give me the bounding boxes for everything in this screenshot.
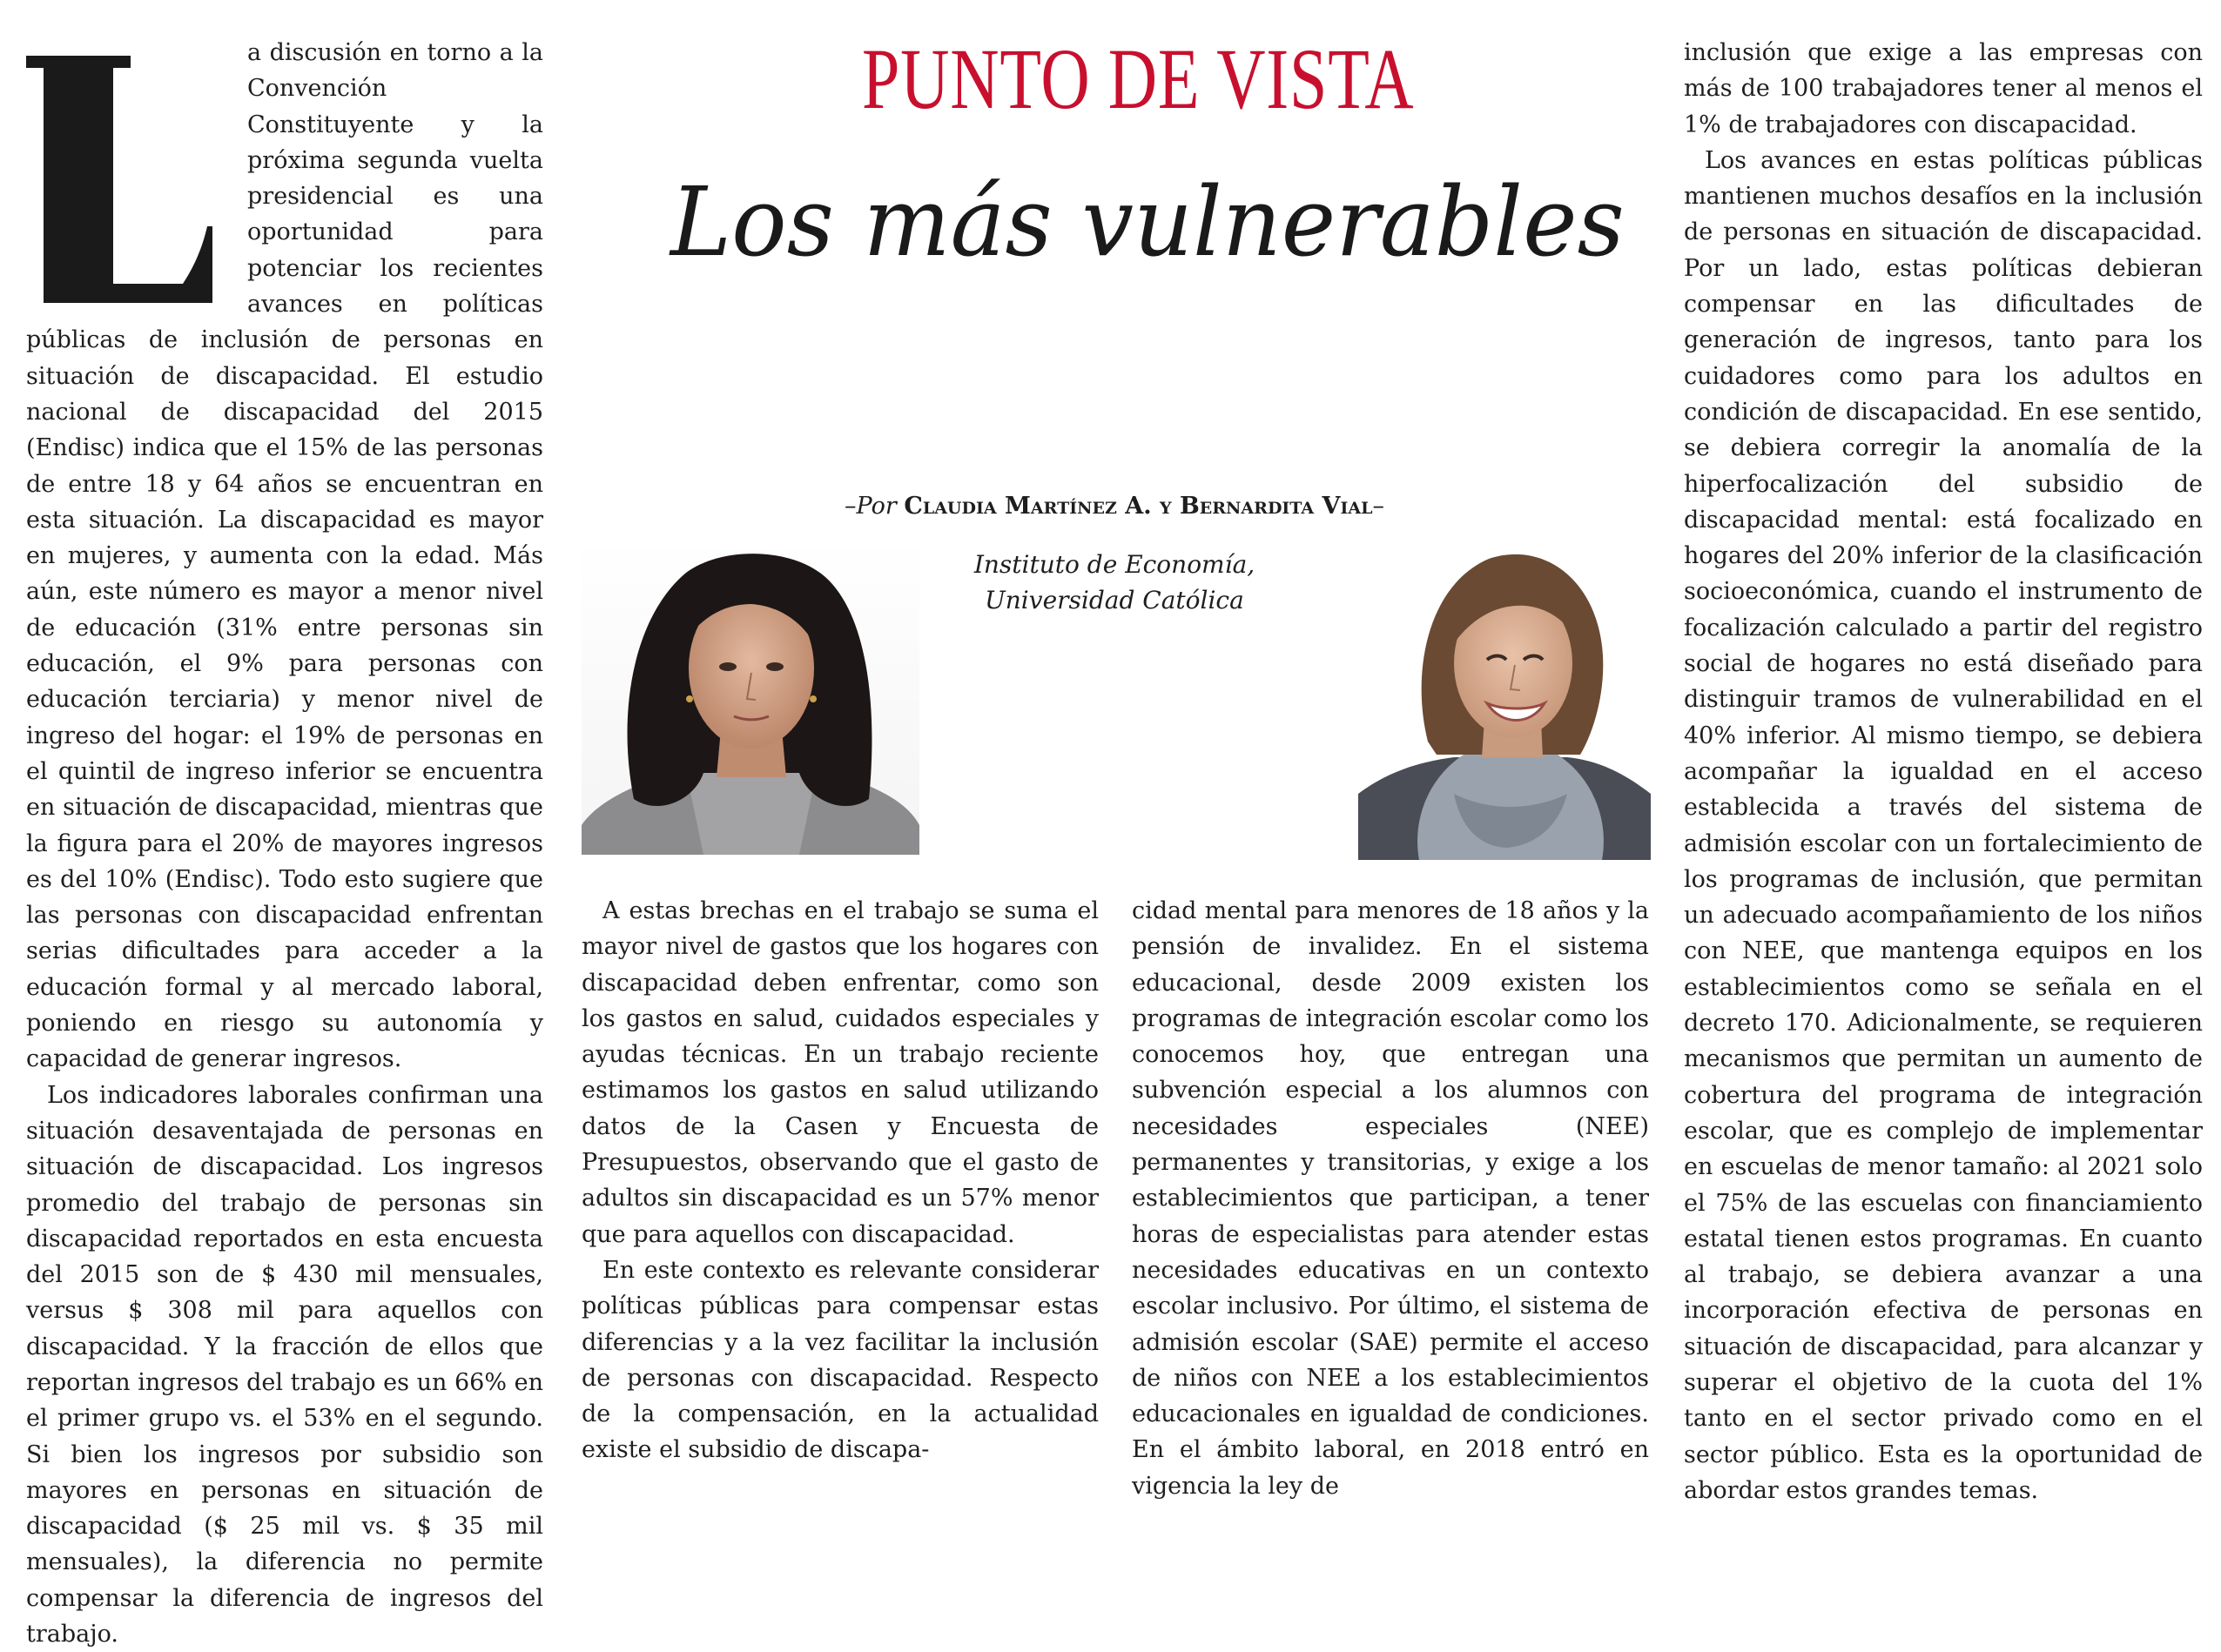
byline — [818, 489, 1410, 524]
affiliation-line-2: Universidad Católica — [985, 586, 1244, 614]
drop-cap — [26, 35, 230, 289]
author-photo-claudia-martinez — [582, 538, 919, 855]
author-photo-bernardita-vial — [1358, 533, 1651, 860]
article-column-2 — [582, 893, 1099, 1468]
article-headline: Los más vulnerables — [670, 166, 1625, 278]
paragraph: Los avances en estas políticas públicas mantienen muchos desafíos en la inclusión de personas en situación de discapacidad. Por un lado, estas políticas debieran compensar en las dificultades de generación de ingresos, tanto para los cuidadores como para los adultos en condición de discapacidad. En ese sentido, se debiera corregir la anomalía de la hiperfocalización del subsidio de discapacidad mental: está focalizado en hogares del 20% inferior de la clasificación socioeconómica, cuando el instrumento de focalización calculado a partir del registro social de hogares no está diseñado para distinguir tramos de vulnerabilidad en el 40% inferior. Al mismo tiempo, se debiera acompañar la igualdad en el acceso establecida a través del sistema de admisión escolar con un fortalecimiento de los programas de inclusión, que permitan un adecuado acompañamiento de los niños con NEE, que mantenga equipos en los establecimientos como se señala en el decreto 170. Adicionalmente, se requieren mecanismos que permitan un aumento de cobertura del programa de integración escolar, que es complejo de implementar en escuelas de menor tamaño: al 2021 solo el 75% de las escuelas con financiamiento estatal tienen estos programas. En cuanto al trabajo, se debiera avanzar a una incorporación efectiva de personas en situación de discapacidad, para alcanzar y superar el objetivo de la cuota del 1% tanto en el sector privado como en el sector público. Esta es la oportunidad de abordar estos grandes temas. — [1684, 146, 2203, 1504]
article-column-3 — [1132, 893, 1649, 1504]
article-column-1 — [26, 35, 543, 1652]
affiliation-line-1: Instituto de Economía, — [973, 550, 1255, 579]
paragraph: En este contexto es relevante considerar políticas públicas para compensar estas diferencias y a la vez facilitar la inclusión de personas con discapacidad. Respecto de la compensación, en la actualidad existe el subsidio de discapa- — [582, 1256, 1099, 1464]
byline-prefix: –Por — [845, 493, 897, 520]
paragraph: a discusión en torno a la Convención Constituyente y la próxima segunda vuelta presidencial es una oportunidad para potenciar los recientes avances en políticas públicas de inclusión de personas en situación de discapacidad. El estudio nacional de discapacidad del 2015 (Endisc) indica que el 15% de las personas de entre 18 y 64 años se encuentran en esta situación. La discapacidad es mayor en mujeres, y aumenta con la edad. Más aún, este número es mayor a menor nivel de educación (31% entre personas sin educación, el 9% para personas con educación terciaria) y menor nivel de ingreso del hogar: el 19% de personas en el quintil de ingreso inferior se encuentra en situación de discapacidad, mientras que la figura para el 20% de mayores ingresos es del 10% (Endisc). Todo esto sugiere que las personas con discapacidad enfrentan serias dificultades para acceder a la educación formal y al mercado laboral, poniendo en riesgo su autonomía y capacidad de generar ingresos. — [26, 39, 543, 1073]
article-column-4 — [1684, 35, 2203, 1508]
author-affiliation — [940, 547, 1289, 618]
byline-suffix: – — [1372, 493, 1384, 520]
paragraph: A estas brechas en el trabajo se suma el mayor nivel de gastos que los hogares con discapacidad deben enfrentar, como son los gastos en salud, cuidados especiales y ayudas técnicas. En un trabajo reciente estimamos los gastos en salud utilizando datos de la Casen y Encuesta de Presupuestos, observando que el gasto de adultos sin discapacidad es un 57% menor que para aquellos con discapacidad. — [582, 897, 1099, 1248]
paragraph: inclusión que exige a las empresas con más de 100 trabajadores tener al menos el 1% de trabajadores con discapacidad. — [1684, 39, 2203, 138]
paragraph: cidad mental para menores de 18 años y la pensión de invalidez. En el sistema educacional, desde 2009 existen los programas de integración escolar como los conocemos hoy, que entregan una subvención especial a los alumnos con necesidades especiales (NEE) permanentes y transitorias, y exige a los establecimientos que participan, a tener horas de especialistas para atender estas necesidades educativas en un contexto escolar inclusivo. Por último, el sistema de admisión escolar (SAE) permite el acceso de niños con NEE a los establecimientos educacionales en igualdad de condiciones. En el ámbito laboral, en 2018 entró en vigencia la ley de — [1132, 897, 1649, 1500]
paragraph: Los indicadores laborales confirman una situación desaventajada de personas en situación de discapacidad. Los ingresos promedio del trabajo de personas sin discapacidad reportados en esta encuesta del 2015 son de $ 430 mil mensuales, versus $ 308 mil para aquellos con discapacidad. Y la fracción de ellos que reportan ingresos del trabajo es un 66% en el primer grupo vs. el 53% en el segundo. Si bien los ingresos por subsidio son mayores en personas en situación de discapacidad ($ 25 mil vs. $ 35 mil mensuales), la diferencia no permite compensar la diferencia de ingresos del trabajo. — [26, 1081, 543, 1649]
section-label: PUNTO DE VISTA — [862, 30, 1415, 127]
byline-authors: Claudia Martínez A. y Bernardita Vial — [904, 493, 1373, 520]
